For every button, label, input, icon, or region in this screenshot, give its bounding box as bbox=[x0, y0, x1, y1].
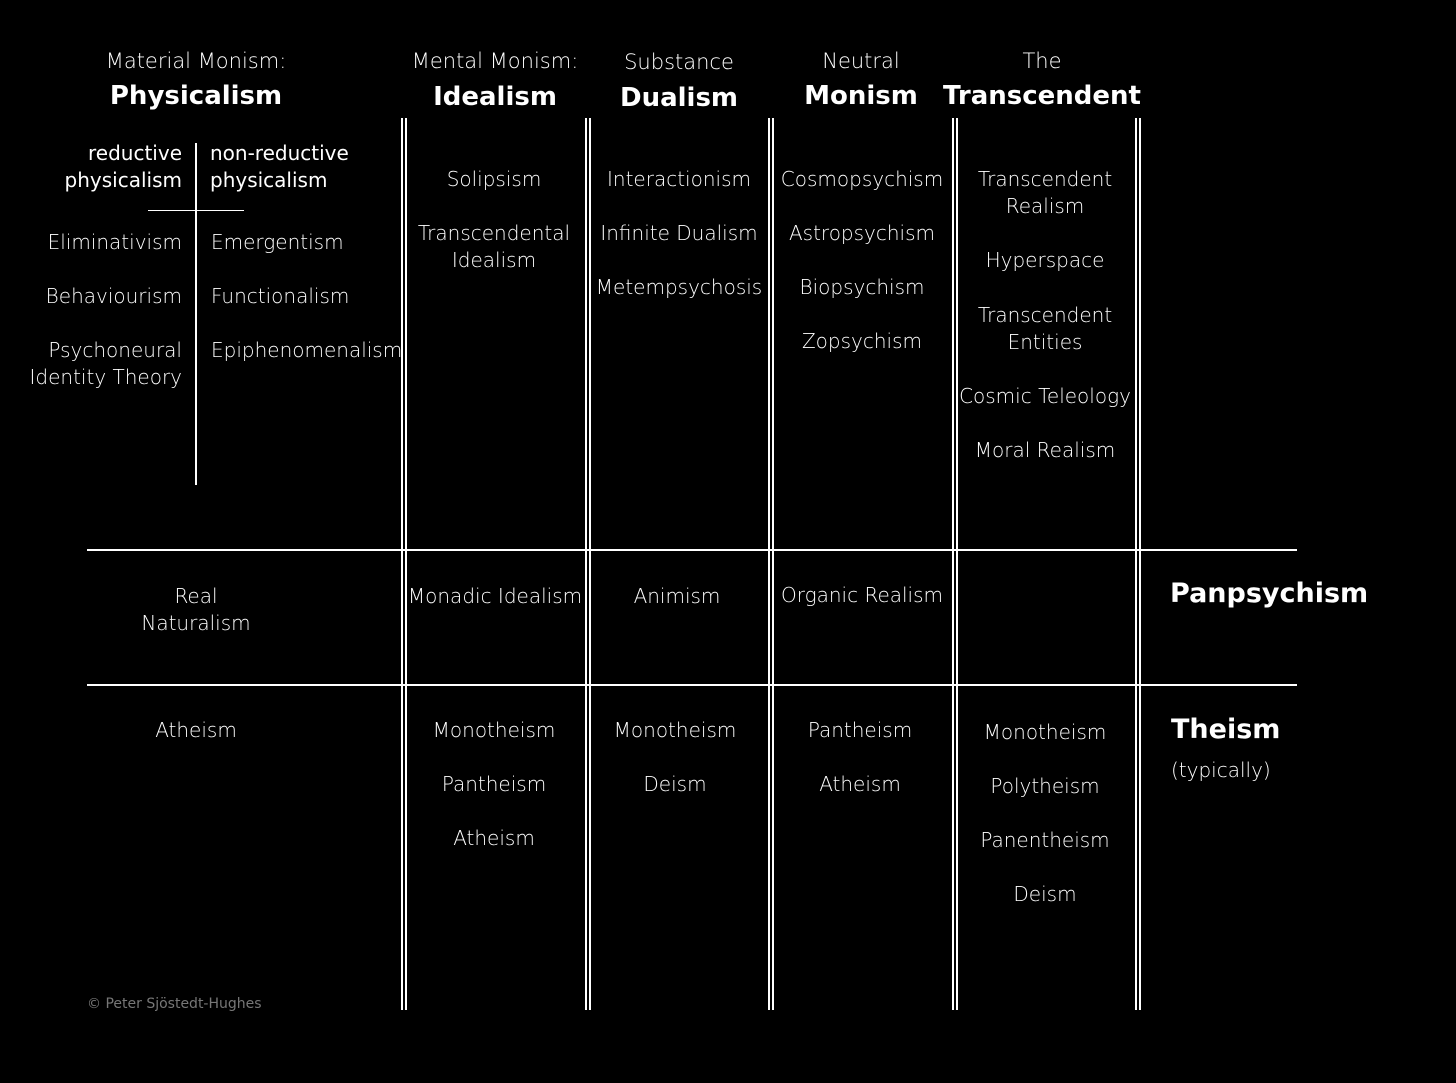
deism-dualism: Deism bbox=[643, 772, 707, 796]
pantheism-idealism: Pantheism bbox=[441, 772, 547, 796]
animism: Animism bbox=[633, 584, 721, 608]
header-idealism-small: Mental Monism: bbox=[411, 49, 579, 73]
row-divider-theism-top bbox=[87, 684, 1297, 686]
functionalism: Functionalism bbox=[211, 284, 350, 308]
monotheism-transcendent: Monotheism bbox=[983, 720, 1107, 744]
real-naturalism: Real Naturalism bbox=[141, 584, 251, 635]
atheism-idealism: Atheism bbox=[453, 826, 535, 850]
transcendent-entities: Transcendent Entities bbox=[977, 303, 1113, 354]
header-transcendent: Transcendent bbox=[943, 81, 1141, 111]
physicalism-split-underline bbox=[148, 210, 244, 211]
header-physicalism: Physicalism bbox=[109, 81, 283, 111]
column-divider bbox=[1135, 118, 1141, 1010]
infinite-dualism: Infinite Dualism bbox=[600, 221, 758, 245]
header-dualism: Dualism bbox=[619, 83, 739, 113]
physicalism-split-line bbox=[195, 143, 197, 485]
transcendental-idealism: Transcendental Idealism bbox=[417, 221, 571, 272]
header-transcendent-small: The bbox=[1022, 49, 1062, 73]
transcendent-realism: Transcendent Realism bbox=[977, 167, 1113, 218]
psychoneural-identity-theory: Psychoneural Identity Theory bbox=[29, 338, 182, 389]
row-divider-panpsychism-top bbox=[87, 549, 1297, 551]
reductive-physicalism-heading: reductive physicalism bbox=[64, 141, 182, 192]
column-divider bbox=[585, 118, 591, 1010]
deism-transcendent: Deism bbox=[1013, 882, 1077, 906]
monotheism-idealism: Monotheism bbox=[432, 718, 556, 742]
panpsychism-label: Panpsychism bbox=[1170, 578, 1369, 609]
hyperspace: Hyperspace bbox=[985, 248, 1105, 272]
moral-realism: Moral Realism bbox=[974, 438, 1116, 462]
zopsychism: Zopsychism bbox=[801, 329, 923, 353]
panentheism-transcendent: Panentheism bbox=[980, 828, 1110, 852]
organic-realism: Organic Realism bbox=[780, 583, 944, 607]
metempsychosis: Metempsychosis bbox=[595, 275, 763, 299]
polytheism-transcendent: Polytheism bbox=[990, 774, 1100, 798]
emergentism: Emergentism bbox=[211, 230, 344, 254]
header-monism-small: Neutral bbox=[822, 49, 900, 73]
cosmopsychism: Cosmopsychism bbox=[780, 167, 944, 191]
biopsychism: Biopsychism bbox=[799, 275, 925, 299]
astropsychism: Astropsychism bbox=[788, 221, 936, 245]
header-dualism-small: Substance bbox=[624, 50, 734, 74]
epiphenomenalism: Epiphenomenalism bbox=[211, 338, 403, 362]
atheism-monism: Atheism bbox=[819, 772, 901, 796]
theism-label: Theism bbox=[1171, 714, 1281, 745]
header-monism: Monism bbox=[804, 81, 918, 111]
copyright: © Peter Sjöstedt-Hughes bbox=[87, 996, 262, 1012]
nonreductive-physicalism-heading: non-reductive physicalism bbox=[210, 141, 349, 192]
eliminativism: Eliminativism bbox=[47, 230, 182, 254]
theism-sublabel: (typically) bbox=[1171, 758, 1271, 782]
monotheism-dualism: Monotheism bbox=[613, 718, 737, 742]
header-physicalism-small: Material Monism: bbox=[105, 49, 287, 73]
atheism-physicalism: Atheism bbox=[155, 718, 237, 742]
solipsism: Solipsism bbox=[446, 167, 542, 191]
header-idealism: Idealism bbox=[433, 82, 557, 112]
behaviourism: Behaviourism bbox=[45, 284, 182, 308]
cosmic-teleology: Cosmic Teleology bbox=[959, 384, 1131, 408]
monadic-idealism: Monadic Idealism bbox=[407, 584, 583, 608]
pantheism-monism: Pantheism bbox=[807, 718, 913, 742]
column-divider bbox=[768, 118, 774, 1010]
interactionism: Interactionism bbox=[607, 167, 751, 191]
